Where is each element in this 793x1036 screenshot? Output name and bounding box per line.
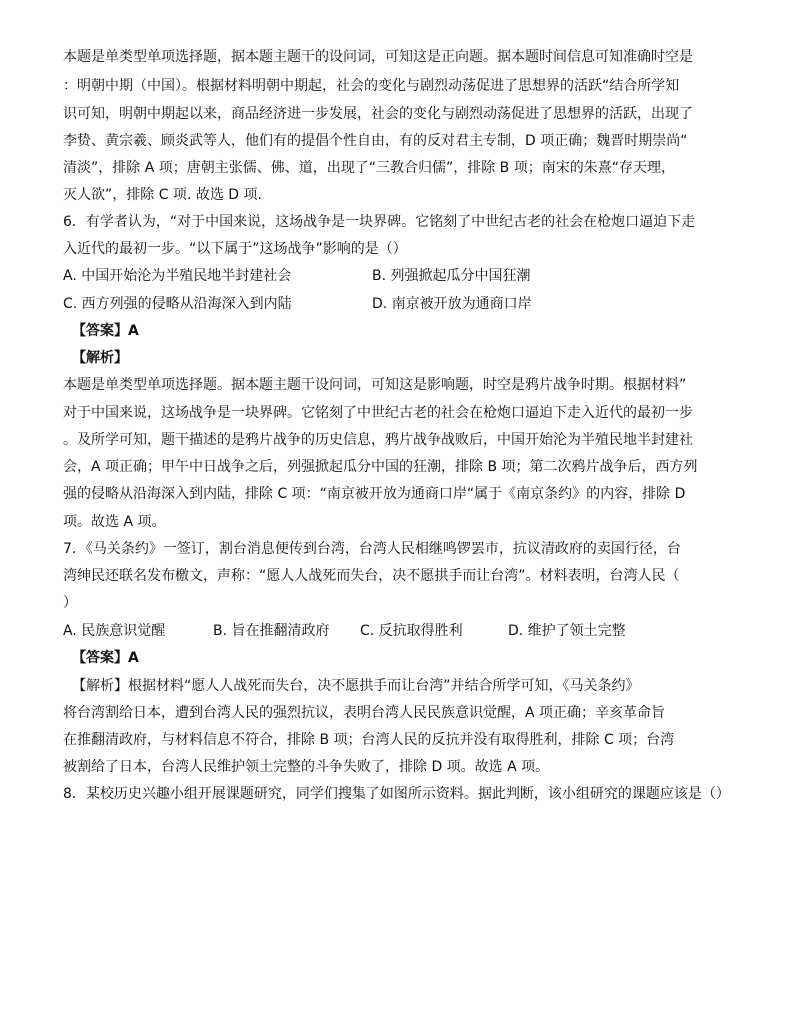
q6-analysis-line: 对于中国来说，这场战争是一块界碑。它铭刻了中世纪古老的社会在枪炮口逼迫下走入近代的最初一步 [63,405,693,421]
q5-analysis-line: 李贽、黄宗羲、顾炎武等人，他们有的提倡个性自由，有的反对君主专制，D 项正确；魏晋时期崇尚“ [63,133,688,149]
q6-analysis-line: 。及所学可知，题干描述的是鸦片战争的历史信息，鸦片战争战败后，中国开始沦为半殖民地半封建社 [63,432,693,448]
q5-analysis-line: 本题是单类型单项选择题，据本题主题干的设问词，可知这是正向题。据本题时间信息可知准确时空是 [63,49,693,65]
q7-analysis-line: 将台湾割给日本，遭到台湾人民的强烈抗议，表明台湾人民民族意识觉醒，A 项正确；辛亥革命旨 [63,705,666,721]
q6-option-c: C. 西方列强的侵略从沿海深入到内陆 [63,296,292,312]
q7-answer: 【答案】A [72,650,139,666]
q5-analysis-line: 清淡”，排除 A 项；唐朝主张儒、佛、道，出现了“三教合归儒”，排除 B 项；南宋的朱熹“存天理， [63,160,675,176]
q8-stem-line: 8．某校历史兴趣小组开展课题研究，同学们搜集了如图所示资料。据此判断，该小组研究的课题应该是（） [63,786,730,802]
q7-stem-line: 7．《马关条约》一签订，割台消息便传到台湾，台湾人民相继鸣锣罢市，抗议清政府的卖国行径，台 [63,541,681,557]
q7-option-d: D. 维护了领土完整 [508,623,626,639]
q6-stem-line: 入近代的最初一步。“以下属于”这场战争”影响的是（） [63,241,407,257]
q7-stem-line: ） [63,595,77,611]
q6-option-d: D. 南京被开放为通商口岸 [372,296,532,312]
q6-analysis-line: 强的侵略从沿海深入到内陆，排除 C 项：“南京被开放为通商口岸“属于《南京条约》的内容，排除 D [63,486,686,502]
q6-option-a: A. 中国开始沦为半殖民地半封建社会 [63,268,292,284]
q6-stem-line: 6．有学者认为，“对于中国来说，这场战争是一块界碑。它铭刻了中世纪古老的社会在枪炮口逼迫下走 [63,214,696,230]
q7-option-c: C. 反抗取得胜利 [360,623,463,639]
q5-analysis-line: 灭人欲”，排除 C 项. 故选 D 项. [63,187,262,203]
q7-option-b: B. 旨在推翻清政府 [213,623,330,639]
q5-analysis-line: 识可知，明朝中期起以来，商品经济进一步发展，社会的变化与剧烈动荡促进了思想界的活跃，出现了 [63,106,693,122]
q7-option-a: A. 民族意识觉醒 [63,623,166,639]
q7-analysis-line: 被割给了日本，台湾人民维护领土完整的斗争失败了，排除 D 项。故选 A 项。 [63,759,550,775]
q6-analysis-line: 会，A 项正确；甲午中日战争之后，列强掀起瓜分中国的狂潮，排除 B 项；第二次鸦片战争后，西方列 [63,459,698,475]
q7-stem-line: 湾绅民还联名发布檄文，声称：“愿人人战死而失台，决不愿拱手而让台湾”。材料表明，台湾人民（ [63,568,680,584]
q6-analysis-line: 项。故选 A 项。 [63,514,166,530]
q6-option-b: B. 列强掀起瓜分中国狂潮 [372,268,531,284]
q7-analysis-line: 在推翻清政府，与材料信息不符合，排除 B 项；台湾人民的反抗并没有取得胜利，排除 C 项；台湾 [63,732,675,748]
q6-answer: 【答案】A [72,323,139,339]
q7-analysis-line: 【解析】根据材料“愿人人战死而失台，决不愿拱手而让台湾”并结合所学可知，《马关条约》 [72,678,640,694]
q5-analysis-line: ：明朝中期（中国）。根据材料明朝中期起，社会的变化与剧烈动荡促进了思想界的活跃“结合所学知 [63,78,680,94]
q6-analysis-line: 本题是单类型单项选择题。据本题主题干设问词，可知这是影响题，时空是鸦片战争时期。根据材料” [63,377,687,393]
q6-analysis-label: 【解析】 [72,350,128,366]
